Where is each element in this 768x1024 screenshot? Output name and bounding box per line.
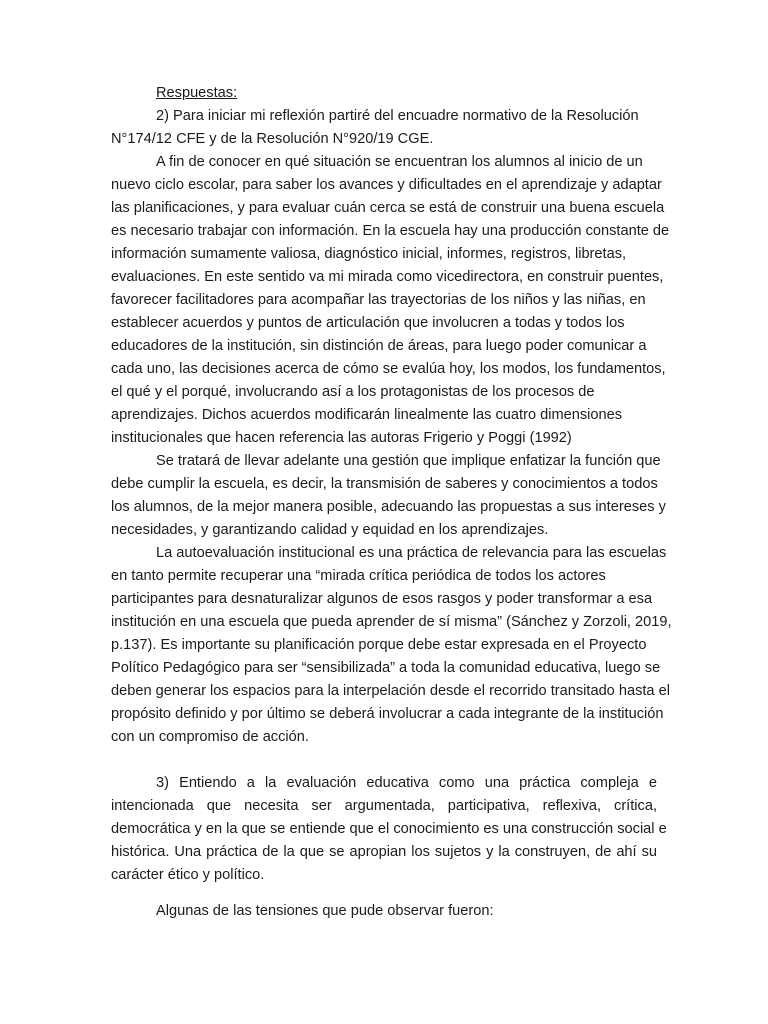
blank-line [111,749,657,772]
paragraph-line: los alumnos, de la mejor manera posible, adecuando las propuestas a sus intereses y [111,499,666,515]
paragraph-line: A fin de conocer en qué situación se encuentran los alumnos al inicio de un [156,154,643,170]
paragraph-line: 2) Para iniciar mi reflexión partiré del encuadre normativo de la Resolución [156,108,639,124]
paragraph-line: aprendizajes. Dichos acuerdos modificarán linealmente las cuatro dimensiones [111,407,623,423]
paragraph-line: evaluaciones. En este sentido va mi mirada como vicedirectora, en construir puentes, [111,269,664,285]
paragraph-line: p.137). Es importante su planificación porque debe estar expresada en el Proyecto [111,637,647,653]
paragraph-line: en tanto permite recuperar una “mirada crítica periódica de todos los actores [111,568,606,584]
paragraph-line: las planificaciones, y para evaluar cuán cerca se está de construir una buena escuela [111,200,665,216]
paragraph-spacing [111,887,657,900]
paragraph-line: N°174/12 CFE y de la Resolución N°920/19 CGE. [111,131,434,147]
paragraph-line: educadores de la institución, sin distinción de áreas, para luego poder comunicar a [111,338,647,354]
paragraph-line: con un compromiso de acción. [111,729,309,745]
paragraph-line: deben generar los espacios para la interpelación desde el recorrido transitado hasta el [111,683,670,699]
paragraph-line: información sumamente valiosa, diagnóstico inicial, informes, registros, libretas, [111,246,627,262]
paragraph-line: es necesario trabajar con información. En la escuela hay una producción constante de [111,223,670,239]
paragraph-line: favorecer facilitadores para acompañar las trayectorias de los niños y las niñas, en [111,292,646,308]
paragraph-line: 3) Entiendo a la evaluación educativa como una práctica compleja e [156,775,657,791]
paragraph-line: nuevo ciclo escolar, para saber los avances y dificultades en el aprendizaje y adaptar [111,177,662,193]
paragraph-line: el qué y el porqué, involucrando así a los protagonistas de los procesos de [111,384,595,400]
paragraph-line: institución en una escuela que pueda aprender de sí misma” (Sánchez y Zorzoli, 2019, [111,614,672,630]
paragraph-line: democrática y en la que se entiende que el conocimiento es una construcción social e [111,821,667,837]
document-body [111,82,672,923]
paragraph-line: carácter ético y político. [111,867,265,883]
paragraph-line: La autoevaluación institucional es una práctica de relevancia para las escuelas [156,545,667,561]
paragraph-line: intencionada que necesita ser argumentada, participativa, reflexiva, crítica, [111,798,657,814]
paragraph-line: propósito definido y por último se deberá involucrar a cada integrante de la institución [111,706,664,722]
paragraph-line: Político Pedagógico para ser “sensibilizada” a toda la comunidad educativa, luego se [111,660,661,676]
paragraph-line: Se tratará de llevar adelante una gestión que implique enfatizar la función que [156,453,661,469]
paragraph-line: histórica. Una práctica de la que se apropian los sujetos y la construyen, de ahí su [111,844,657,860]
paragraph-line: necesidades, y garantizando calidad y equidad en los aprendizajes. [111,522,549,538]
paragraph-line: cada uno, las decisiones acerca de cómo se evalúa hoy, los modos, los fundamentos, [111,361,666,377]
paragraph-line: debe cumplir la escuela, es decir, la transmisión de saberes y conocimientos a todos [111,476,658,492]
paragraph-line: establecer acuerdos y puntos de articulación que involucren a todas y todos los [111,315,625,331]
answers-heading: Respuestas: [156,85,238,101]
paragraph-line: institucionales que hacen referencia las autoras Frigerio y Poggi (1992) [111,430,572,446]
paragraph-line: Algunas de las tensiones que pude observar fueron: [156,903,494,919]
paragraph-line: participantes para desnaturalizar algunos de esos rasgos y poder transformar a esa [111,591,653,607]
